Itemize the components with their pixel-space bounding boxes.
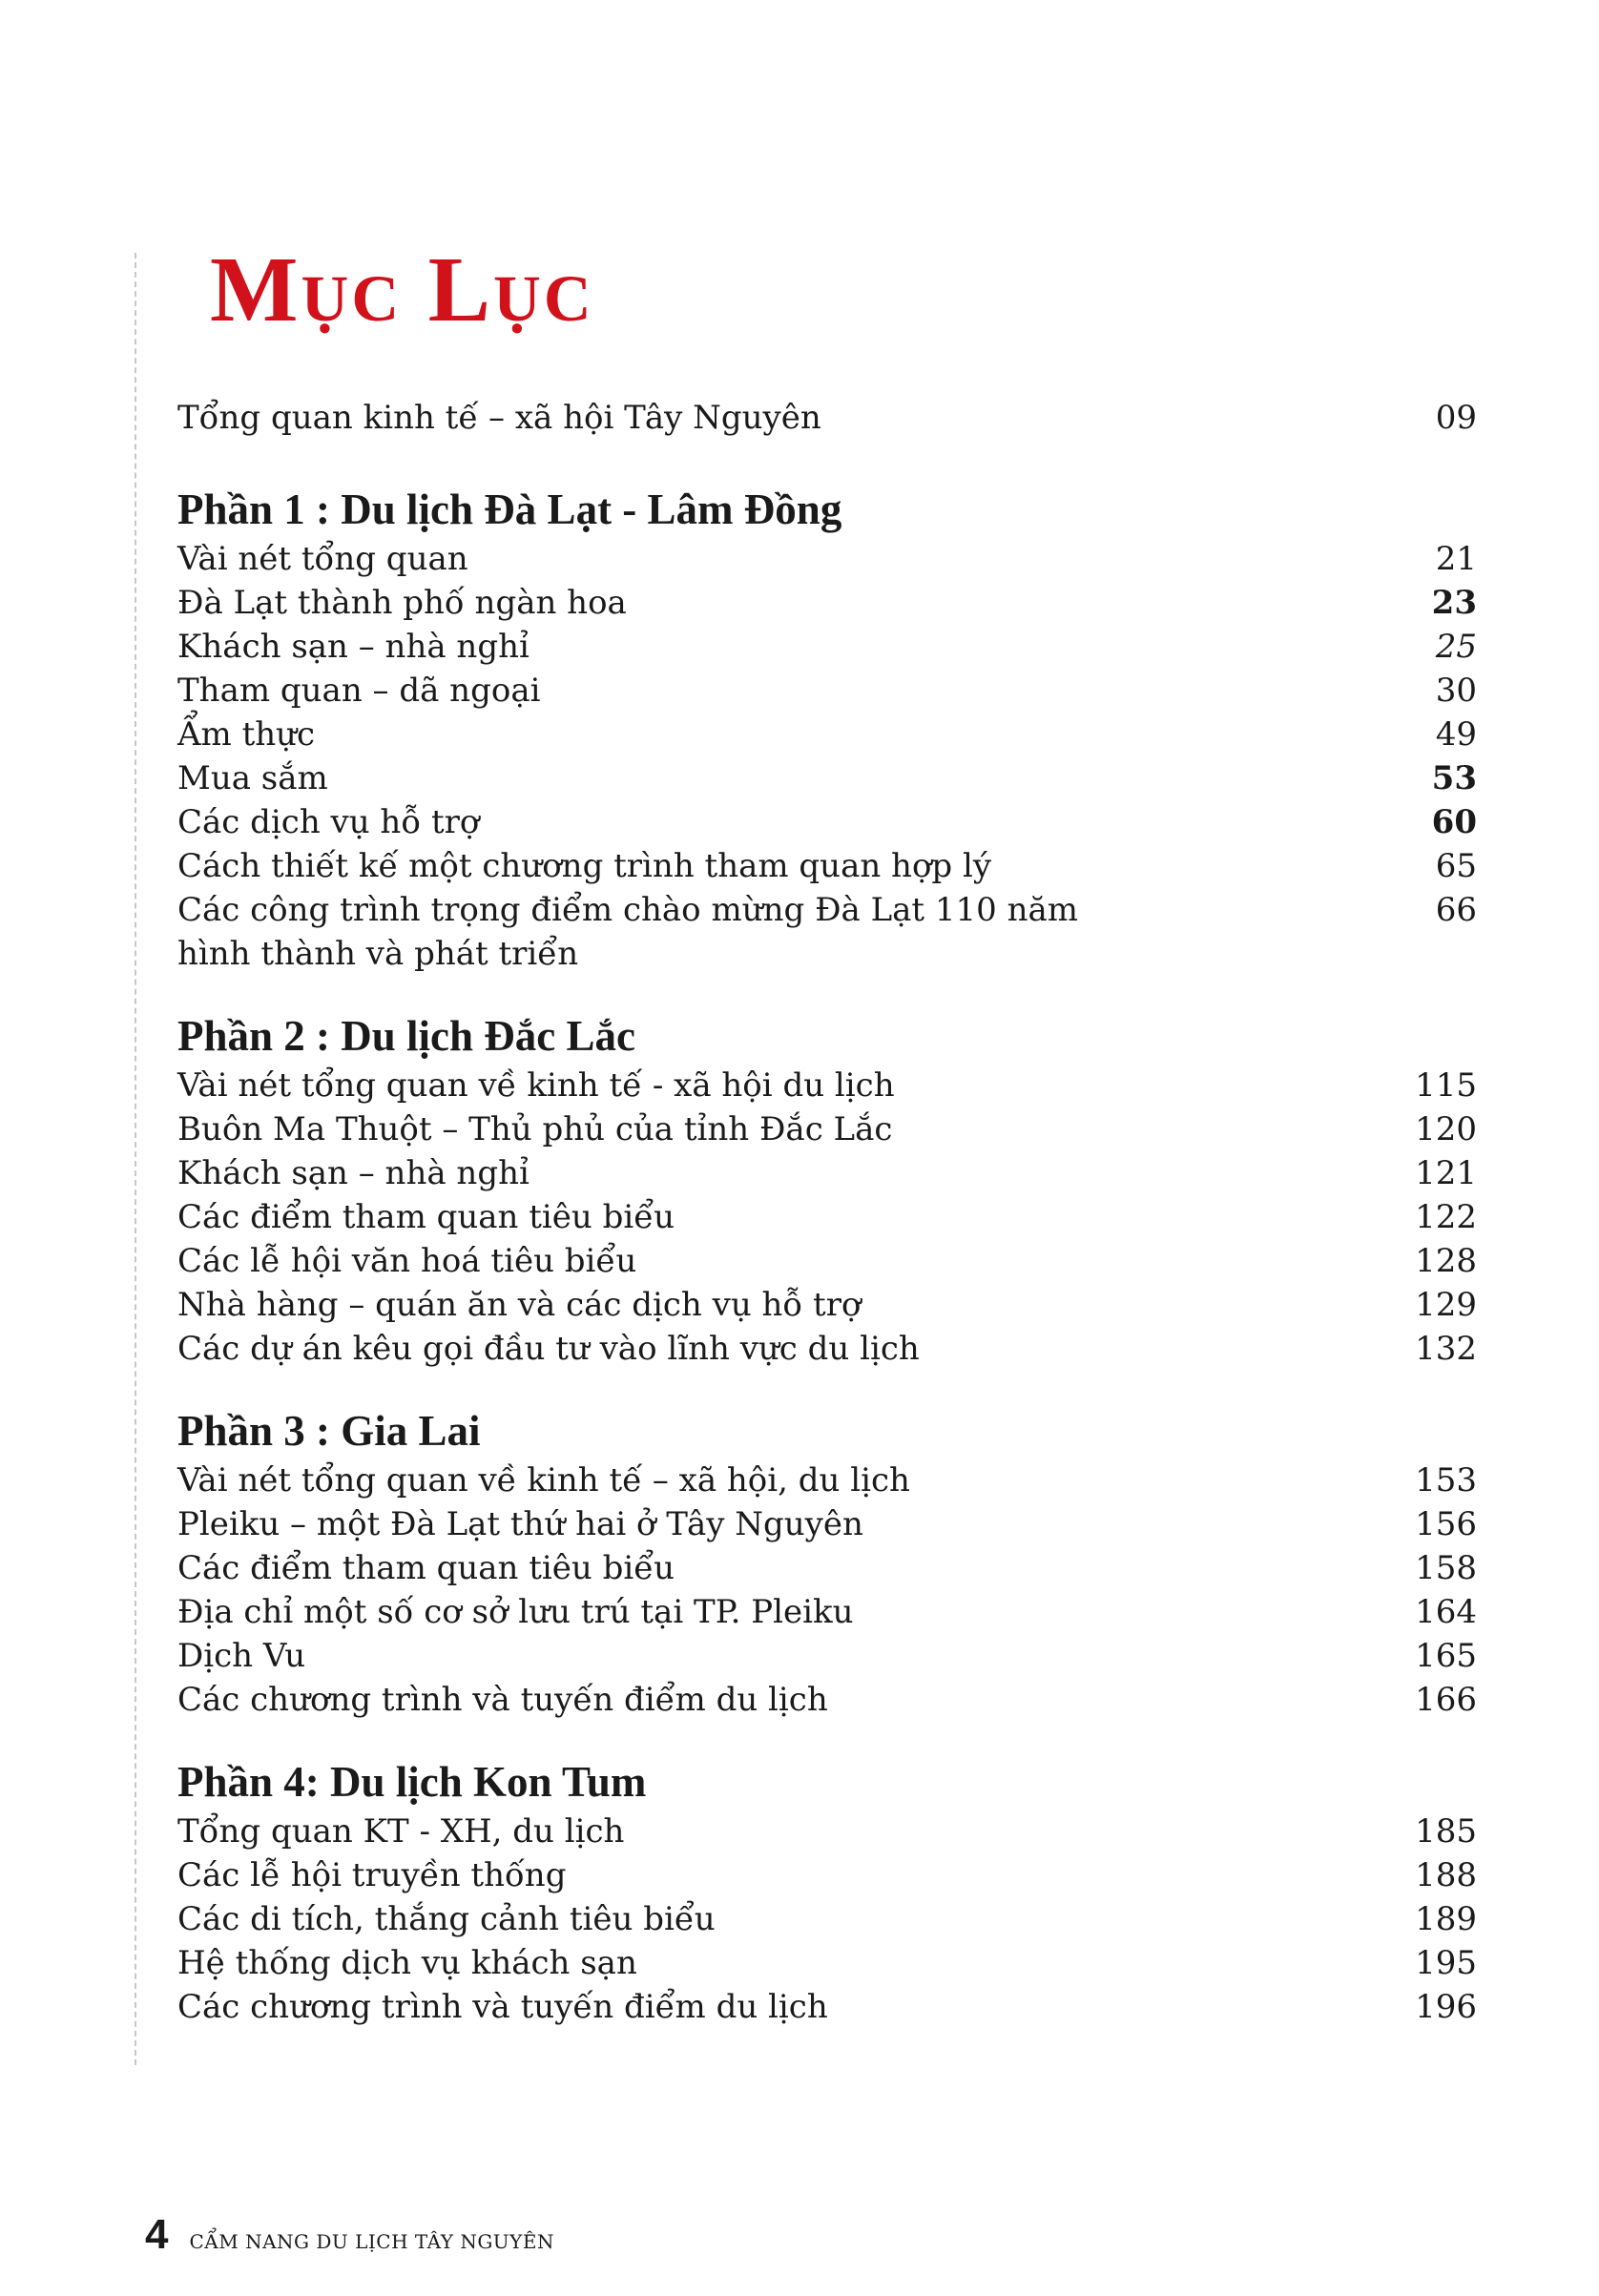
toc-entry[interactable] <box>177 1941 1477 1985</box>
toc-entry-page: 25 <box>1435 628 1477 666</box>
toc-entry-label: Các điểm tham quan tiêu biểu <box>177 1549 675 1587</box>
toc-entry-label: Buôn Ma Thuột – Thủ phủ của tỉnh Đắc Lắc <box>177 1110 893 1148</box>
section-title: Phần 3 : Gia Lai <box>177 1407 481 1455</box>
toc-entry-label: Đà Lạt thành phố ngàn hoa <box>177 584 627 622</box>
toc-entry[interactable] <box>177 800 1477 844</box>
toc-entry-label: Các chương trình và tuyến điểm du lịch <box>177 1681 828 1719</box>
toc-entry-label: Các dịch vụ hỗ trợ <box>177 803 480 841</box>
toc-entry[interactable] <box>177 1897 1477 1941</box>
toc-entry-label: Các công trình trọng điểm chào mừng Đà Lạt 110 năm hình thành và phát triển <box>177 891 1079 973</box>
toc-entry-page: 120 <box>1415 1110 1477 1148</box>
toc-entry-label: Địa chỉ một số cơ sở lưu trú tại TP. Pleiku <box>177 1593 854 1631</box>
toc-entry-page: 23 <box>1431 584 1477 622</box>
toc-entry[interactable] <box>177 888 1477 976</box>
toc-entry-page: 196 <box>1415 1988 1477 2026</box>
toc-entry[interactable] <box>177 756 1477 800</box>
toc-entry-label: Các dự án kêu gọi đầu tư vào lĩnh vực du lịch <box>177 1330 920 1368</box>
toc-entry-page: 195 <box>1415 1944 1477 1982</box>
toc-entry-label: Nhà hàng – quán ăn và các dịch vụ hỗ trợ <box>177 1286 862 1324</box>
section-title: Phần 2 : Du lịch Đắc Lắc <box>177 1012 636 1060</box>
toc-entry-page: 166 <box>1415 1681 1477 1719</box>
toc-entry-label: Hệ thống dịch vụ khách sạn <box>177 1944 637 1982</box>
toc-entry-label: Tổng quan kinh tế – xã hội Tây Nguyên <box>177 399 821 437</box>
toc-entry-page: 66 <box>1435 891 1477 929</box>
toc-entry[interactable] <box>177 1502 1477 1546</box>
toc-entry-page: 185 <box>1415 1812 1477 1851</box>
toc-entry-label: Tổng quan KT - XH, du lịch <box>177 1812 625 1851</box>
toc-entry[interactable] <box>177 1151 1477 1195</box>
toc-entry-page: 128 <box>1415 1242 1477 1280</box>
toc-entry[interactable] <box>177 1327 1477 1371</box>
toc-entry[interactable] <box>177 1107 1477 1151</box>
page-number: 4 <box>145 2211 169 2258</box>
toc-entry-label: Dịch Vu <box>177 1637 306 1675</box>
toc-entry[interactable] <box>177 1458 1477 1502</box>
toc-entry[interactable] <box>177 1985 1477 2029</box>
toc-intro-entry[interactable] <box>177 396 1477 440</box>
toc-entry[interactable] <box>177 1590 1477 1634</box>
page-footer <box>145 2211 554 2259</box>
toc-entry[interactable] <box>177 713 1477 756</box>
toc-section-3 <box>177 1403 1477 1722</box>
toc-entry-page: 158 <box>1415 1549 1477 1587</box>
toc-entry-label: Các lễ hội văn hoá tiêu biểu <box>177 1242 637 1280</box>
toc-entry-page: 53 <box>1431 759 1477 797</box>
toc-entry[interactable] <box>177 581 1477 625</box>
toc-entry-label: Các chương trình và tuyến điểm du lịch <box>177 1988 828 2026</box>
toc-entry-page: 09 <box>1435 399 1477 437</box>
toc-entry-page: 164 <box>1415 1593 1477 1631</box>
toc-entry[interactable] <box>177 625 1477 669</box>
toc-entry-label: Khách sạn – nhà nghỉ <box>177 1154 530 1192</box>
toc-entry-label: Tham quan – dã ngoại <box>177 672 541 710</box>
toc-entry-page: 189 <box>1415 1900 1477 1938</box>
toc-section-2 <box>177 1008 1477 1371</box>
toc-entry-page: 132 <box>1415 1330 1477 1368</box>
toc-entry-page: 156 <box>1415 1505 1477 1543</box>
toc-entry-page: 165 <box>1415 1637 1477 1675</box>
toc-entry-label: Vài nét tổng quan <box>177 540 468 578</box>
toc-entry-page: 65 <box>1435 847 1477 885</box>
toc-entry-page: 115 <box>1415 1066 1477 1105</box>
toc-entry[interactable] <box>177 1678 1477 1722</box>
toc-entry-page: 122 <box>1415 1198 1477 1236</box>
toc-entry-page: 21 <box>1435 540 1477 578</box>
toc-entry-label: Khách sạn – nhà nghỉ <box>177 628 530 666</box>
toc-entry-page: 153 <box>1415 1461 1477 1500</box>
toc-entry[interactable] <box>177 669 1477 713</box>
toc-entry-page: 30 <box>1435 672 1477 710</box>
toc-entry-label: Vài nét tổng quan về kinh tế – xã hội, du lịch <box>177 1461 910 1500</box>
toc-entry[interactable] <box>177 537 1477 581</box>
toc-section-1 <box>177 482 1477 976</box>
toc-entry[interactable] <box>177 1239 1477 1283</box>
toc-section-4 <box>177 1754 1477 2029</box>
toc-entry[interactable] <box>177 1634 1477 1678</box>
page-title: Mục Lục <box>210 238 594 341</box>
toc-entry-label: Các lễ hội truyền thống <box>177 1856 567 1894</box>
toc-entry-label: Pleiku – một Đà Lạt thứ hai ở Tây Nguyên <box>177 1505 863 1543</box>
table-of-contents <box>177 396 1477 2061</box>
toc-entry-label: Ẩm thực <box>177 715 316 754</box>
toc-entry[interactable] <box>177 1810 1477 1853</box>
toc-entry[interactable] <box>177 1283 1477 1327</box>
toc-entry-page: 129 <box>1415 1286 1477 1324</box>
toc-entry[interactable] <box>177 1546 1477 1590</box>
section-title: Phần 4: Du lịch Kon Tum <box>177 1758 647 1806</box>
toc-entry-page: 121 <box>1415 1154 1477 1192</box>
toc-entry[interactable] <box>177 1064 1477 1107</box>
toc-entry[interactable] <box>177 1195 1477 1239</box>
margin-rule <box>135 253 136 2065</box>
toc-entry-label: Các di tích, thắng cảnh tiêu biểu <box>177 1900 716 1938</box>
running-title: CẨM NANG DU LỊCH TÂY NGUYÊN <box>189 2230 554 2253</box>
toc-entry-label: Mua sắm <box>177 759 328 797</box>
section-title: Phần 1 : Du lịch Đà Lạt - Lâm Đồng <box>177 486 842 533</box>
toc-entry-label: Các điểm tham quan tiêu biểu <box>177 1198 675 1236</box>
toc-entry-page: 188 <box>1415 1856 1477 1894</box>
toc-entry-label: Vài nét tổng quan về kinh tế - xã hội du lịch <box>177 1066 895 1105</box>
toc-entry-page: 60 <box>1431 803 1477 841</box>
toc-entry-label: Cách thiết kế một chương trình tham quan hợp lý <box>177 847 992 885</box>
toc-entry[interactable] <box>177 844 1477 888</box>
toc-entry-page: 49 <box>1435 715 1477 754</box>
toc-entry[interactable] <box>177 1853 1477 1897</box>
